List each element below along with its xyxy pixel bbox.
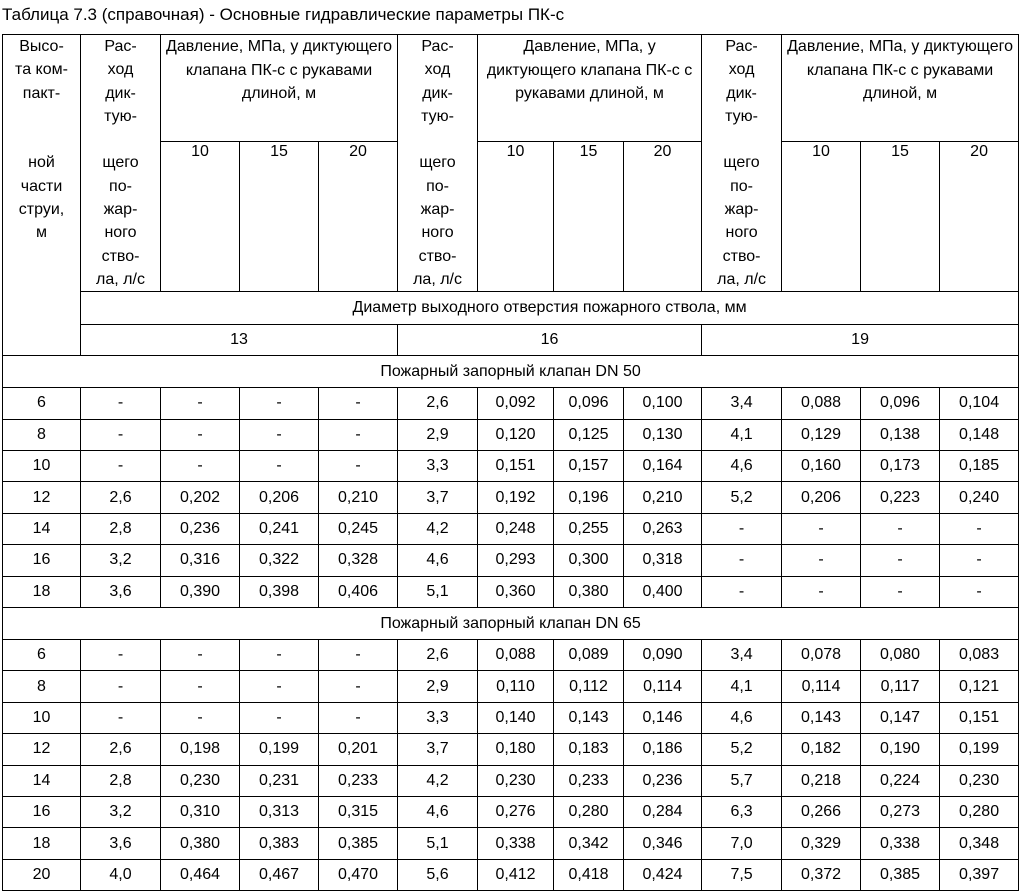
table-cell: 0,146	[624, 702, 702, 733]
table-cell: 4,6	[702, 702, 782, 733]
header-line: пакт-	[22, 84, 61, 102]
height-cell: 10	[3, 451, 81, 482]
table-cell: 2,8	[81, 513, 161, 544]
table-cell: 0,293	[478, 545, 554, 576]
length-15-13: 15	[240, 142, 319, 292]
height-cell: 14	[3, 765, 81, 796]
header-line	[398, 128, 477, 151]
table-cell: 0,245	[319, 513, 398, 544]
table-cell: 0,390	[161, 576, 240, 607]
header-line: ход	[424, 61, 451, 79]
table-cell: 0,183	[554, 734, 624, 765]
table-cell: 4,6	[398, 796, 478, 827]
table-cell: 4,6	[398, 545, 478, 576]
header-line: тую-	[725, 107, 758, 125]
diameter-16: 16	[398, 325, 702, 356]
header-line: ла, л/с	[717, 270, 767, 288]
table-cell: 0,143	[782, 702, 861, 733]
table-cell: 0,328	[319, 545, 398, 576]
header-line: по-	[730, 177, 753, 195]
table-cell: -	[161, 640, 240, 671]
table-cell: 0,199	[240, 734, 319, 765]
table-cell: 7,5	[702, 859, 782, 890]
table-cell: 2,6	[398, 640, 478, 671]
table-cell: 0,199	[940, 734, 1019, 765]
table-cell: -	[702, 513, 782, 544]
table-cell: 0,117	[861, 671, 940, 702]
header-line: по-	[426, 177, 449, 195]
pressure-header-13: Давление, МПа, у диктующего клапана ПК-с с рукавами длиной, м	[161, 35, 398, 142]
table-row	[3, 734, 1019, 765]
table-cell: -	[782, 513, 861, 544]
table-cell: 4,1	[702, 671, 782, 702]
table-cell: 0,230	[478, 765, 554, 796]
table-cell: 4,2	[398, 765, 478, 796]
table-cell: 3,7	[398, 734, 478, 765]
table-cell: 0,206	[240, 482, 319, 513]
table-cell: 0,121	[940, 671, 1019, 702]
table-cell: 0,096	[861, 388, 940, 419]
header-line: дик-	[105, 84, 136, 102]
table-row	[3, 796, 1019, 827]
table-cell: 0,160	[782, 451, 861, 482]
table-cell: 0,424	[624, 859, 702, 890]
table-cell: 0,186	[624, 734, 702, 765]
height-cell: 6	[3, 388, 81, 419]
header-line: ной	[28, 154, 55, 172]
diameter-13: 13	[81, 325, 398, 356]
table-cell: 0,083	[940, 640, 1019, 671]
header-line: ход	[728, 61, 755, 79]
table-cell: 0,196	[554, 482, 624, 513]
flow-header-16	[398, 35, 478, 292]
header-line: дик-	[422, 84, 453, 102]
header-line: ство-	[101, 247, 140, 265]
table-cell: 0,406	[319, 576, 398, 607]
section-row	[3, 608, 1019, 640]
table-row	[3, 513, 1019, 544]
table-cell: 0,089	[554, 640, 624, 671]
table-cell: 0,280	[554, 796, 624, 827]
header-line: щего	[102, 154, 139, 172]
section-title: Пожарный запорный клапан DN 65	[3, 608, 1019, 640]
table-cell: -	[940, 513, 1019, 544]
header-line: ство-	[722, 247, 761, 265]
table-cell: 0,173	[861, 451, 940, 482]
header-line	[81, 128, 160, 151]
table-cell: 0,078	[782, 640, 861, 671]
table-cell: 5,1	[398, 828, 478, 859]
header-line: ного	[421, 224, 454, 242]
table-cell: 0,380	[554, 576, 624, 607]
table-cell: 0,112	[554, 671, 624, 702]
header-line: ла, л/с	[96, 270, 145, 288]
header-line: ство-	[418, 247, 457, 265]
table-cell: 0,236	[161, 513, 240, 544]
table-cell: 0,329	[782, 828, 861, 859]
table-cell: 0,090	[624, 640, 702, 671]
header-line: Рас-	[104, 38, 137, 55]
table-cell: 0,143	[554, 702, 624, 733]
table-cell: 0,280	[940, 796, 1019, 827]
table-row	[3, 828, 1019, 859]
table-cell: 0,418	[554, 859, 624, 890]
table-cell: -	[81, 671, 161, 702]
table-cell: 5,2	[702, 734, 782, 765]
table-cell: 0,230	[940, 765, 1019, 796]
table-cell: 0,192	[478, 482, 554, 513]
table-cell: 0,201	[319, 734, 398, 765]
table-cell: 0,467	[240, 859, 319, 890]
table-cell: 3,2	[81, 545, 161, 576]
table-cell: 3,3	[398, 451, 478, 482]
table-cell: -	[81, 451, 161, 482]
table-cell: 3,4	[702, 640, 782, 671]
section-row	[3, 356, 1019, 388]
table-cell: 0,206	[782, 482, 861, 513]
table-cell: 0,464	[161, 859, 240, 890]
header-line: ного	[104, 224, 137, 242]
length-15-19: 15	[861, 142, 940, 292]
table-cell: 0,157	[554, 451, 624, 482]
table-cell: -	[161, 388, 240, 419]
table-cell: 0,210	[624, 482, 702, 513]
length-10-19: 10	[782, 142, 861, 292]
length-15-16: 15	[554, 142, 624, 292]
height-header	[3, 35, 81, 356]
table-cell: 0,210	[319, 482, 398, 513]
table-cell: 0,255	[554, 513, 624, 544]
table-cell: -	[240, 702, 319, 733]
table-cell: 4,1	[702, 419, 782, 450]
table-cell: 0,182	[782, 734, 861, 765]
table-cell: -	[161, 702, 240, 733]
length-20-16: 20	[624, 142, 702, 292]
table-cell: 0,100	[624, 388, 702, 419]
table-cell: 0,338	[861, 828, 940, 859]
table-cell: 0,114	[624, 671, 702, 702]
table-cell: 0,380	[161, 828, 240, 859]
table-cell: -	[161, 671, 240, 702]
table-row	[3, 765, 1019, 796]
table-cell: 0,400	[624, 576, 702, 607]
table-cell: 0,092	[478, 388, 554, 419]
table-cell: 0,266	[782, 796, 861, 827]
table-cell: 0,125	[554, 419, 624, 450]
diameter-19: 19	[702, 325, 1019, 356]
table-cell: 0,223	[861, 482, 940, 513]
table-row	[3, 640, 1019, 671]
length-10-16: 10	[478, 142, 554, 292]
table-cell: 0,114	[782, 671, 861, 702]
table-cell: 0,310	[161, 796, 240, 827]
header-line	[702, 128, 781, 151]
table-cell: 0,148	[940, 419, 1019, 450]
header-line: Рас-	[421, 38, 454, 55]
table-cell: -	[319, 640, 398, 671]
pressure-header-16: Давление, МПа, у диктующего клапана ПК-с с рукавами длиной, м	[478, 35, 702, 142]
height-cell: 18	[3, 576, 81, 607]
table-cell: -	[240, 419, 319, 450]
header-line	[3, 105, 80, 128]
table-cell: -	[861, 513, 940, 544]
table-cell: 0,236	[624, 765, 702, 796]
table-cell: 5,6	[398, 859, 478, 890]
header-line: по-	[109, 177, 132, 195]
table-row	[3, 859, 1019, 890]
table-cell: 0,385	[861, 859, 940, 890]
table-cell: 0,088	[782, 388, 861, 419]
table-row	[3, 671, 1019, 702]
table-cell: -	[81, 419, 161, 450]
table-cell: 0,342	[554, 828, 624, 859]
length-20-19: 20	[940, 142, 1019, 292]
table-cell: 0,130	[624, 419, 702, 450]
table-cell: 0,276	[478, 796, 554, 827]
table-cell: -	[161, 451, 240, 482]
header-line: жар-	[724, 201, 759, 219]
header-line: м	[36, 224, 47, 242]
table-cell: -	[782, 576, 861, 607]
height-cell: 18	[3, 828, 81, 859]
table-cell: 0,096	[554, 388, 624, 419]
table-cell: -	[240, 451, 319, 482]
height-cell: 12	[3, 482, 81, 513]
section-title: Пожарный запорный клапан DN 50	[3, 356, 1019, 388]
table-cell: -	[319, 671, 398, 702]
table-cell: 0,383	[240, 828, 319, 859]
header-line: та ком-	[15, 61, 68, 79]
table-cell: 0,248	[478, 513, 554, 544]
table-cell: 2,9	[398, 671, 478, 702]
header-line: струи,	[18, 201, 65, 219]
header-line: дик-	[726, 84, 757, 102]
header-line: жар-	[103, 201, 138, 219]
table-cell: 0,164	[624, 451, 702, 482]
table-cell: -	[319, 388, 398, 419]
table-cell: 0,360	[478, 576, 554, 607]
table-cell: 0,346	[624, 828, 702, 859]
table-cell: 0,397	[940, 859, 1019, 890]
table-cell: -	[861, 545, 940, 576]
table-cell: 2,6	[81, 482, 161, 513]
table-cell: 3,6	[81, 828, 161, 859]
table-cell: 0,338	[478, 828, 554, 859]
table-cell: 3,3	[398, 702, 478, 733]
table-cell: -	[240, 640, 319, 671]
length-10-13: 10	[161, 142, 240, 292]
table-row	[3, 419, 1019, 450]
table-cell: 0,129	[782, 419, 861, 450]
table-cell: 4,0	[81, 859, 161, 890]
table-cell: -	[940, 576, 1019, 607]
table-cell: 0,230	[161, 765, 240, 796]
table-cell: 0,231	[240, 765, 319, 796]
table-cell: 0,348	[940, 828, 1019, 859]
table-cell: 0,318	[624, 545, 702, 576]
table-cell: 3,7	[398, 482, 478, 513]
table-caption: Таблица 7.3 (справочная) - Основные гидравлические параметры ПК-с	[2, 5, 565, 24]
table-row	[3, 451, 1019, 482]
table-cell: 0,151	[940, 702, 1019, 733]
table-cell: 0,273	[861, 796, 940, 827]
header-line: щего	[419, 154, 456, 172]
header-line: ного	[725, 224, 758, 242]
table-cell: 0,300	[554, 545, 624, 576]
height-cell: 16	[3, 545, 81, 576]
table-cell: -	[319, 419, 398, 450]
table-cell: 4,6	[702, 451, 782, 482]
table-cell: -	[240, 671, 319, 702]
table-cell: 0,138	[861, 419, 940, 450]
table-cell: -	[782, 545, 861, 576]
table-cell: 2,6	[81, 734, 161, 765]
height-cell: 14	[3, 513, 81, 544]
header-line: Высо-	[19, 38, 64, 55]
table-cell: 0,284	[624, 796, 702, 827]
table-cell: 0,185	[940, 451, 1019, 482]
table-cell: -	[940, 545, 1019, 576]
table-cell: -	[240, 388, 319, 419]
table-cell: 7,0	[702, 828, 782, 859]
table-cell: 0,180	[478, 734, 554, 765]
table-row	[3, 545, 1019, 576]
table-cell: 0,104	[940, 388, 1019, 419]
diameter-header: Диаметр выходного отверстия пожарного ствола, мм	[81, 292, 1019, 325]
header-line: части	[20, 177, 63, 195]
table-cell: 0,140	[478, 702, 554, 733]
header-line: жар-	[420, 201, 455, 219]
table-cell: 5,7	[702, 765, 782, 796]
table-row	[3, 576, 1019, 607]
table-cell: 3,4	[702, 388, 782, 419]
height-cell: 6	[3, 640, 81, 671]
table-cell: 0,412	[478, 859, 554, 890]
header-line	[3, 128, 80, 151]
height-cell: 16	[3, 796, 81, 827]
length-20-13: 20	[319, 142, 398, 292]
hydraulic-parameters-table	[2, 34, 1019, 891]
table-cell: 3,2	[81, 796, 161, 827]
table-cell: -	[861, 576, 940, 607]
header-line: Рас-	[725, 38, 758, 55]
height-cell: 12	[3, 734, 81, 765]
table-cell: 0,233	[554, 765, 624, 796]
header-line: тую-	[104, 107, 137, 125]
header-line: ход	[107, 61, 134, 79]
table-cell: 6,3	[702, 796, 782, 827]
table-cell: -	[319, 702, 398, 733]
table-cell: 0,315	[319, 796, 398, 827]
height-cell: 8	[3, 671, 81, 702]
table-cell: 0,470	[319, 859, 398, 890]
table-cell: -	[702, 576, 782, 607]
table-cell: 0,241	[240, 513, 319, 544]
table-cell: 0,147	[861, 702, 940, 733]
table-cell: 0,372	[782, 859, 861, 890]
header-line: тую-	[421, 107, 454, 125]
table-cell: 0,398	[240, 576, 319, 607]
table-cell: 0,190	[861, 734, 940, 765]
table-cell: 0,080	[861, 640, 940, 671]
table-cell: -	[319, 451, 398, 482]
height-cell: 20	[3, 859, 81, 890]
table-cell: 0,120	[478, 419, 554, 450]
table-cell: -	[161, 419, 240, 450]
table-row	[3, 702, 1019, 733]
table-cell: -	[81, 702, 161, 733]
table-cell: -	[81, 640, 161, 671]
table-cell: -	[81, 388, 161, 419]
table-cell: 2,6	[398, 388, 478, 419]
table-cell: 0,224	[861, 765, 940, 796]
table-cell: 0,218	[782, 765, 861, 796]
table-cell: 5,2	[702, 482, 782, 513]
table-cell: 3,6	[81, 576, 161, 607]
table-cell: 0,151	[478, 451, 554, 482]
height-cell: 10	[3, 702, 81, 733]
table-cell: 0,240	[940, 482, 1019, 513]
table-cell: 0,110	[478, 671, 554, 702]
header-line: щего	[723, 154, 760, 172]
table-cell: 4,2	[398, 513, 478, 544]
table-row	[3, 388, 1019, 419]
table-cell: 5,1	[398, 576, 478, 607]
table-cell: -	[702, 545, 782, 576]
table-cell: 0,088	[478, 640, 554, 671]
pressure-header-19: Давление, МПа, у диктующего клапана ПК-с с рукавами длиной, м	[782, 35, 1019, 142]
table-cell: 0,198	[161, 734, 240, 765]
flow-header-13	[81, 35, 161, 292]
height-cell: 8	[3, 419, 81, 450]
table-row	[3, 482, 1019, 513]
table-cell: 2,8	[81, 765, 161, 796]
table-cell: 0,385	[319, 828, 398, 859]
table-cell: 0,316	[161, 545, 240, 576]
table-cell: 0,322	[240, 545, 319, 576]
table-cell: 0,263	[624, 513, 702, 544]
table-cell: 0,202	[161, 482, 240, 513]
flow-header-19	[702, 35, 782, 292]
table-cell: 2,9	[398, 419, 478, 450]
table-cell: 0,313	[240, 796, 319, 827]
header-line: ла, л/с	[413, 270, 462, 288]
table-cell: 0,233	[319, 765, 398, 796]
